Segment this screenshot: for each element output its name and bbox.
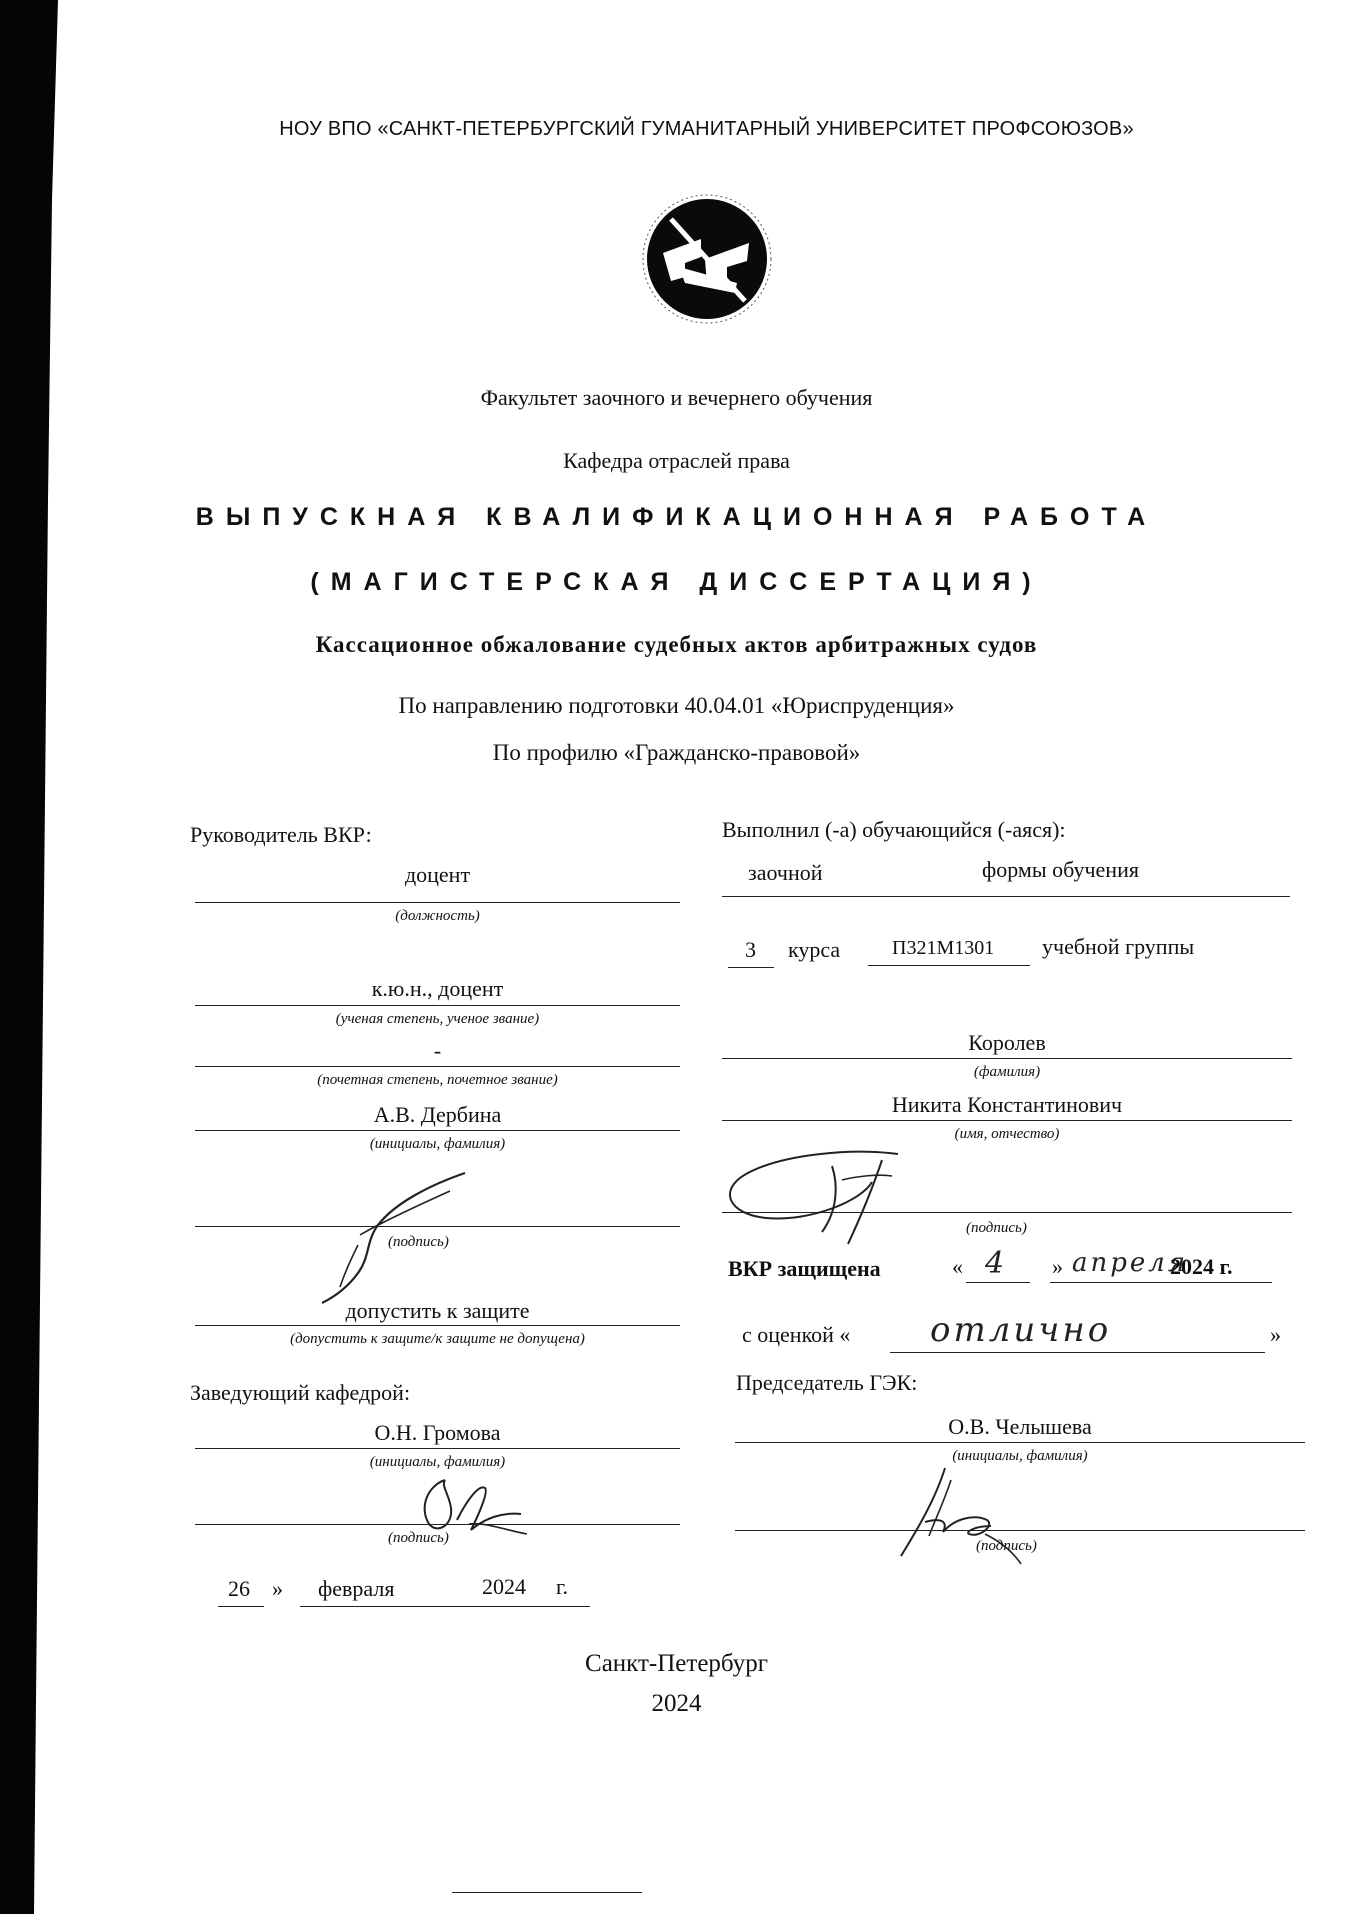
approval-date-year: 2024 xyxy=(482,1574,526,1599)
student-heading: Выполнил (-а) обучающийся (-аяся): xyxy=(722,817,1066,842)
supervisor-position: доцент xyxy=(404,862,471,887)
document-subtitle: (МАГИСТЕРСКАЯ ДИССЕРТАЦИЯ) xyxy=(310,568,1043,596)
supervisor-name-line xyxy=(195,1130,680,1131)
defense-quote-open: « xyxy=(952,1254,963,1279)
supervisor-honorary-line xyxy=(195,1066,680,1067)
supervisor-signature-line xyxy=(195,1226,680,1227)
supervisor-admission: допустить к защите xyxy=(345,1298,530,1323)
supervisor-degree-line xyxy=(195,1005,680,1006)
head-of-department-signature-line xyxy=(195,1524,680,1525)
student-surname-caption: (фамилия) xyxy=(973,1064,1041,1080)
student-surname: Королев xyxy=(968,1030,1046,1055)
head-of-department-signature xyxy=(405,1460,545,1540)
defense-label: ВКР защищена xyxy=(728,1256,881,1281)
head-of-department-name-line xyxy=(195,1448,680,1449)
course-number-line xyxy=(728,967,774,968)
student-signature-caption: (подпись) xyxy=(966,1220,1027,1236)
student-surname-line xyxy=(722,1058,1292,1059)
approval-date-quote: » xyxy=(272,1576,283,1601)
supervisor-admission-caption: (допустить к защите/к защите не допущена) xyxy=(290,1331,585,1347)
head-of-department-signature-caption: (подпись) xyxy=(388,1530,449,1546)
thesis-topic: Кассационное обжалование судебных актов арбитражных судов xyxy=(315,632,1038,657)
defense-day-line xyxy=(966,1282,1030,1283)
commission-chair-name-caption: (инициалы, фамилия) xyxy=(952,1448,1088,1464)
head-of-department-name: О.Н. Громова xyxy=(374,1420,501,1445)
approval-date-month-line xyxy=(300,1606,590,1607)
group-label: учебной группы xyxy=(1042,934,1195,959)
study-form-label: формы обучения xyxy=(982,857,1139,882)
study-form: заочной xyxy=(748,860,823,885)
university-logo xyxy=(641,193,773,325)
defense-quote-close: » xyxy=(1052,1254,1063,1279)
supervisor-position-caption: (должность) xyxy=(395,908,480,924)
course-number: 3 xyxy=(745,937,756,962)
grade-line xyxy=(890,1352,1265,1353)
footer-city: Санкт-Петербург xyxy=(585,1650,768,1677)
approval-date-suffix: г. xyxy=(556,1574,569,1599)
student-signature-line xyxy=(722,1212,1292,1213)
defense-year: 2024 г. xyxy=(1170,1254,1233,1279)
university-name: НОУ ВПО «САНКТ-ПЕТЕРБУРГСКИЙ ГУМАНИТАРНЫЙ УНИВЕРСИТЕТ ПРОФСОЮЗОВ» xyxy=(279,118,1134,140)
commission-chair-signature-line xyxy=(735,1530,1305,1531)
defense-day: 4 xyxy=(985,1246,1008,1281)
supervisor-degree-caption: (ученая степень, ученое звание) xyxy=(335,1011,540,1027)
scan-edge-shadow xyxy=(0,0,74,1914)
study-form-line xyxy=(722,896,1290,897)
student-given-names-line xyxy=(722,1120,1292,1121)
grade-quote-close: » xyxy=(1270,1322,1281,1347)
supervisor-admission-line xyxy=(195,1325,680,1326)
course-label: курса xyxy=(788,937,841,962)
grade-value: отлично xyxy=(930,1310,1112,1350)
supervisor-signature-caption: (подпись) xyxy=(388,1234,449,1250)
group-code: П321М1301 xyxy=(892,937,995,959)
commission-chair-name-line xyxy=(735,1442,1305,1443)
faculty-name: Факультет заочного и вечернего обучения xyxy=(480,385,873,410)
footer-year: 2024 xyxy=(651,1690,702,1717)
approval-date-month: февраля xyxy=(318,1576,395,1601)
study-direction: По направлению подготовки 40.04.01 «Юриспруденция» xyxy=(398,693,955,718)
defense-month: апреля xyxy=(1072,1248,1189,1278)
bottom-scan-line xyxy=(452,1892,642,1893)
defense-month-line xyxy=(1050,1282,1272,1283)
supervisor-heading: Руководитель ВКР: xyxy=(190,822,372,847)
approval-date-day-line xyxy=(218,1606,264,1607)
supervisor-name-caption: (инициалы, фамилия) xyxy=(369,1136,506,1152)
department-name: Кафедра отраслей права xyxy=(563,448,790,473)
head-of-department-name-caption: (инициалы, фамилия) xyxy=(369,1454,506,1470)
commission-chair-name: О.В. Челышева xyxy=(948,1414,1092,1439)
document-title: ВЫПУСКНАЯ КВАЛИФИКАЦИОННАЯ РАБОТА xyxy=(195,503,1158,531)
student-signature xyxy=(722,1140,962,1250)
grade-label: с оценкой « xyxy=(742,1322,851,1347)
supervisor-honorary-caption: (почетная степень, почетное звание) xyxy=(317,1072,558,1088)
supervisor-name: А.В. Дербина xyxy=(373,1102,502,1127)
study-profile: По профилю «Гражданско-правовой» xyxy=(492,740,861,765)
commission-chair-signature-caption: (подпись) xyxy=(976,1538,1037,1554)
group-code-line xyxy=(868,965,1030,966)
supervisor-position-line xyxy=(195,902,680,903)
supervisor-degree: к.ю.н., доцент xyxy=(371,976,504,1001)
approval-date-day: 26 xyxy=(228,1576,250,1601)
supervisor-honorary: - xyxy=(433,1038,442,1063)
commission-heading: Председатель ГЭК: xyxy=(736,1370,918,1395)
student-given-names: Никита Константинович xyxy=(891,1092,1123,1117)
student-given-names-caption: (имя, отчество) xyxy=(954,1126,1060,1142)
head-of-department-heading: Заведующий кафедрой: xyxy=(190,1380,411,1405)
